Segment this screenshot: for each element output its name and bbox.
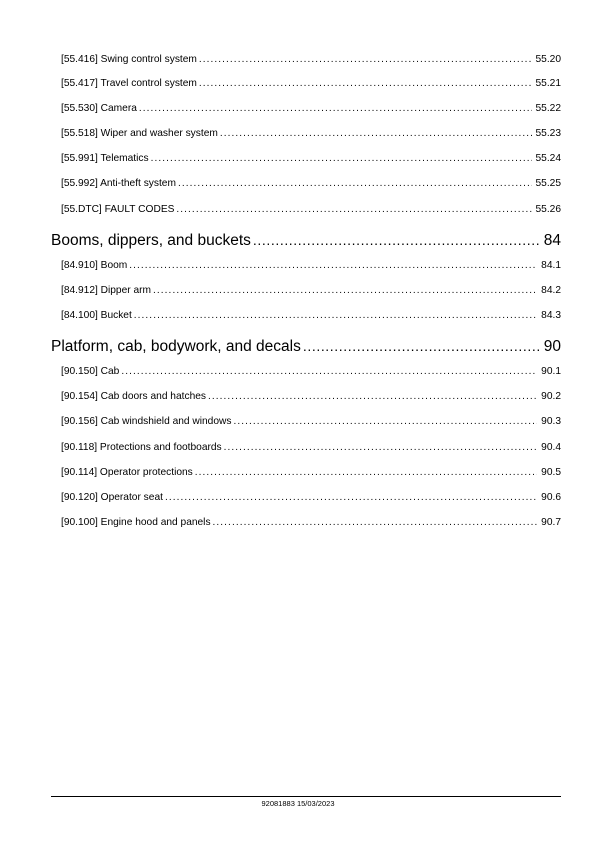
dot-leader <box>199 77 532 91</box>
dot-leader <box>224 441 538 455</box>
dot-leader <box>121 365 537 379</box>
toc-section-page: 90 <box>543 338 561 355</box>
toc-entry-page: 90.5 <box>541 467 561 478</box>
toc-entry-label: [90.100] Engine hood and panels <box>61 517 211 528</box>
dot-leader <box>176 203 531 217</box>
footer-divider <box>51 796 561 797</box>
toc-entry-page: 90.3 <box>541 416 561 427</box>
toc-entry-cab[interactable] <box>61 365 561 379</box>
dot-leader <box>165 491 537 505</box>
toc-entry-label: [55.416] Swing control system <box>61 54 197 65</box>
toc-entry-cab-doors-and-hatches[interactable] <box>61 390 561 404</box>
toc-entry-wiper-and-washer-system[interactable] <box>61 127 561 141</box>
toc-entry-label: [90.114] Operator protections <box>61 467 193 478</box>
toc-entry-page: 55.20 <box>535 54 561 65</box>
dot-leader <box>199 53 532 67</box>
dot-leader <box>233 415 537 429</box>
toc-entry-page: 90.1 <box>541 366 561 377</box>
toc-entry-label: [90.118] Protections and footboards <box>61 442 222 453</box>
toc-entry-dipper-arm[interactable] <box>61 284 561 298</box>
toc-entry-boom[interactable] <box>61 259 561 273</box>
toc-entry-bucket[interactable] <box>61 309 561 323</box>
dot-leader <box>151 152 532 166</box>
toc-section-booms-dippers-buckets[interactable] <box>51 230 561 250</box>
dot-leader <box>178 177 532 191</box>
toc-entry-label: [55.417] Travel control system <box>61 78 197 89</box>
toc-entry-camera[interactable] <box>61 102 561 116</box>
toc-entry-page: 55.26 <box>535 204 561 215</box>
toc-entry-label: [90.120] Operator seat <box>61 492 163 503</box>
toc-entry-protections-and-footboards[interactable] <box>61 441 561 455</box>
dot-leader <box>153 284 537 298</box>
toc-entry-label: [55.DTC] FAULT CODES <box>61 204 175 215</box>
toc-entry-page: 55.25 <box>535 178 561 189</box>
toc-entry-label: [90.156] Cab windshield and windows <box>61 416 232 427</box>
toc-entry-page: 55.24 <box>535 153 561 164</box>
toc-entry-label: [84.912] Dipper arm <box>61 285 152 296</box>
toc-entry-engine-hood-and-panels[interactable] <box>61 516 561 530</box>
toc-entry-page: 84.3 <box>541 310 561 321</box>
toc-entry-label: [55.992] Anti-theft system <box>61 178 176 189</box>
toc-entry-page: 55.23 <box>535 128 561 139</box>
toc-entry-travel-control-system[interactable] <box>61 77 561 91</box>
footer-document-id: 92081883 15/03/2023 <box>261 799 335 808</box>
dot-leader <box>253 230 540 250</box>
dot-leader <box>220 127 532 141</box>
toc-entry-page: 90.4 <box>541 442 561 453</box>
toc-entry-page: 84.2 <box>541 285 561 296</box>
toc-entry-swing-control-system[interactable] <box>61 53 561 67</box>
toc-section-page: 84 <box>543 232 561 249</box>
toc-entry-label: [90.154] Cab doors and hatches <box>61 391 206 402</box>
toc-entry-label: [55.518] Wiper and washer system <box>61 128 218 139</box>
toc-entry-page: 55.22 <box>535 103 561 114</box>
toc-entry-anti-theft-system[interactable] <box>61 177 561 191</box>
dot-leader <box>303 336 540 356</box>
dot-leader <box>208 390 537 404</box>
toc-entry-page: 90.7 <box>541 517 561 528</box>
dot-leader <box>139 102 532 116</box>
toc-entry-operator-seat[interactable] <box>61 491 561 505</box>
toc-entry-label: [55.991] Telematics <box>61 153 149 164</box>
dot-leader <box>134 309 537 323</box>
toc-entry-label: [84.100] Bucket <box>61 310 132 321</box>
toc-entry-page: 90.2 <box>541 391 561 402</box>
toc-entry-label: [55.530] Camera <box>61 103 137 114</box>
toc-entry-fault-codes[interactable] <box>61 203 561 217</box>
dot-leader <box>213 516 538 530</box>
toc-entry-page: 55.21 <box>535 78 561 89</box>
toc-entry-page: 90.6 <box>541 492 561 503</box>
toc-section-platform-cab-bodywork-decals[interactable] <box>51 336 561 356</box>
toc-entry-label: [90.150] Cab <box>61 366 120 377</box>
toc-entry-operator-protections[interactable] <box>61 466 561 480</box>
toc-entry-page: 84.1 <box>541 260 561 271</box>
toc-entry-cab-windshield-and-windows[interactable] <box>61 415 561 429</box>
toc-section-title: Platform, cab, bodywork, and decals <box>51 338 301 355</box>
dot-leader <box>195 466 537 480</box>
toc-entry-label: [84.910] Boom <box>61 260 128 271</box>
toc-section-title: Booms, dippers, and buckets <box>51 232 251 249</box>
dot-leader <box>129 259 537 273</box>
toc-entry-telematics[interactable] <box>61 152 561 166</box>
